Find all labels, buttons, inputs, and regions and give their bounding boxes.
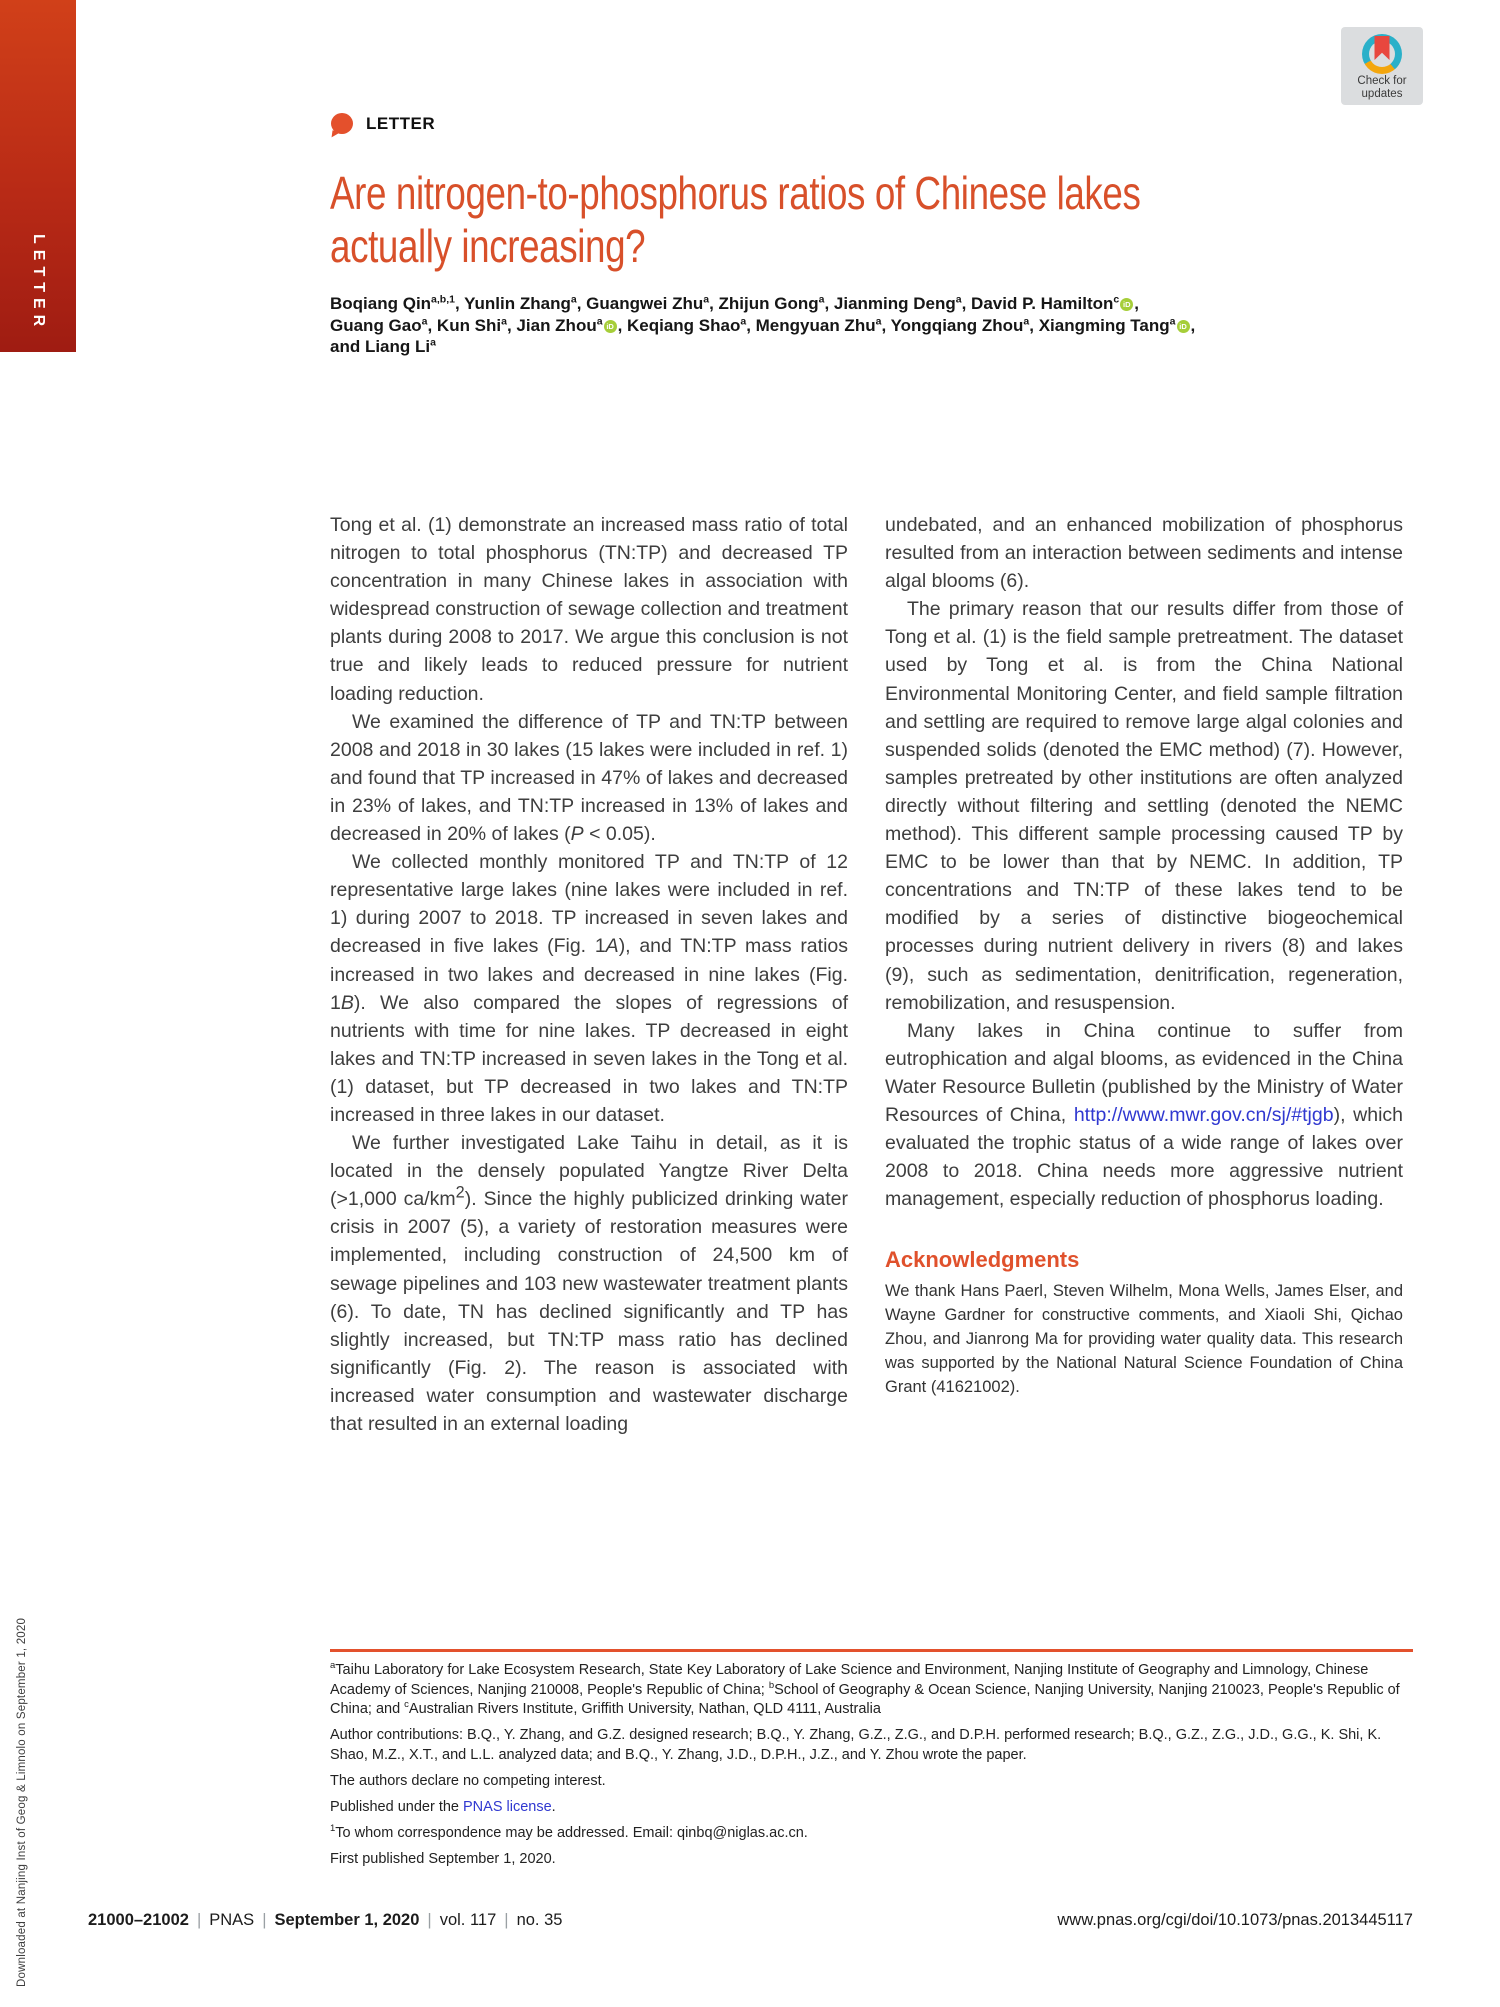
text-run: , Keqiang Shao <box>617 315 741 335</box>
letter-bubble-icon <box>331 113 353 134</box>
text-run: a <box>501 314 507 327</box>
title-line-2: actually increasing? <box>330 220 646 272</box>
text-run: September 1, 2020 <box>274 1911 420 1929</box>
text-run: vol. 117 <box>439 1911 497 1929</box>
text-run: We examined the difference of TP and TN:TP between 2008 and 2018 in 30 lakes (15 lakes were included in ref. 1) and found that TP increased in 47% of lakes and decreased in 23% of lakes, and TN:TP increased in 13% of lakes and decreased in 20% of lakes ( <box>330 710 848 846</box>
footnotes <box>330 1661 1413 1876</box>
orcid-icon[interactable]: iD <box>604 320 617 333</box>
paragraph <box>885 1017 1403 1214</box>
text-run: 1 <box>330 1822 336 1834</box>
footnote-item <box>330 1772 1413 1792</box>
text-run: Australian Rivers Institute, Griffith University, Nathan, QLD 4111, Australia <box>408 1701 881 1717</box>
paragraph <box>885 511 1403 595</box>
footnote-item <box>330 1798 1413 1818</box>
text-run: First published September 1, 2020. <box>330 1850 556 1867</box>
paragraph <box>330 848 848 1129</box>
text-run: , Jianming Deng <box>824 294 956 313</box>
author-line <box>330 315 1195 337</box>
text-run: , Yongqiang Zhou <box>881 315 1024 335</box>
paragraph <box>330 1129 848 1438</box>
text-run: < 0.05). <box>583 823 656 846</box>
orcid-icon[interactable]: iD <box>1120 298 1133 311</box>
text-run: A <box>605 935 619 958</box>
text-run: a <box>740 314 747 327</box>
text-run: ), and TN:TP mass ratios increased in two lakes and decreased in nine lakes (Fig. 1 <box>330 935 849 1014</box>
text-run: b <box>768 1679 775 1691</box>
text-run: | <box>427 1911 432 1929</box>
text-run: a <box>330 1660 336 1672</box>
article-body <box>330 511 1403 1438</box>
text-run: 2 <box>455 1183 465 1202</box>
text-run: | <box>262 1911 267 1929</box>
text-run: a <box>818 293 825 306</box>
text-run: a <box>1169 314 1176 327</box>
footnote-item <box>330 1726 1413 1765</box>
text-run: a <box>703 293 710 306</box>
article-type-label: LETTER <box>366 113 436 133</box>
text-run: ). Since the highly publicized drinking water crisis in 2007 (5), a variety of restoration measures were implemented, including construction of 24,500 km of sewage pipelines and 103 new wastewater treatment plants (6). To date, TN has declined significantly and TP has slightly increased, but TN:TP mass ratio has declined significantly (Fig. 2). The reason is associated with increased water consumption and wastewater discharge that resulted in an external loading <box>330 1188 849 1435</box>
text-run: School of Geography & Ocean Science, Nanjing University, Nanjing 210023, People's Republic of China; and <box>330 1681 1400 1717</box>
text-run: a <box>875 314 882 327</box>
acknowledgments-text: We thank Hans Paerl, Steven Wilhelm, Mona Wells, James Elser, and Wayne Gardner for constructive comments, and Xiaoli Shi, Qichao Zhou, and Jianrong Ma for providing water quality data. This research was supported by the National Natural Science Foundation of China Grant (41621002). <box>885 1282 1403 1397</box>
text-run: c <box>1113 293 1120 306</box>
text-run: a <box>955 293 962 306</box>
text-run: c <box>404 1699 409 1711</box>
text-run: , Xiangming Tang <box>1029 315 1170 335</box>
orcid-icon[interactable]: iD <box>1177 320 1190 333</box>
text-run: , Guangwei Zhu <box>576 294 704 313</box>
footnote-item <box>330 1850 1413 1870</box>
text-run: We further investigated Lake Taihu in detail, as it is located in the densely populated Yangtze River Delta (>1,000 ca/km <box>330 1132 848 1211</box>
text-run: , Yunlin Zhang <box>454 294 571 313</box>
text-run: Guang Gao <box>330 315 422 335</box>
text-run: a <box>570 293 577 306</box>
text-run: a <box>1023 314 1030 327</box>
paragraph <box>885 595 1403 1016</box>
article-type-kicker <box>331 113 435 134</box>
text-run: and Liang Li <box>330 337 431 356</box>
journal-side-banner <box>0 0 76 352</box>
text-run: We collected monthly monitored TP and TN:TP of 12 representative large lakes (nine lakes were included in ref. 1) during 2007 to 2018. TP increased in seven lakes and decreased in five lakes (Fig. 1 <box>330 851 848 958</box>
text-run: Published under the <box>330 1798 464 1815</box>
text-run: , <box>1190 315 1196 335</box>
footer-doi-url[interactable]: www.pnas.org/cgi/doi/10.1073/pnas.2013445117 <box>1057 1911 1413 1929</box>
text-run: Taihu Laboratory for Lake Ecosystem Research, State Key Laboratory of Lake Science and Environment, Nanjing Institute of Geography and Limnology, Chinese Academy of Sciences, Nanjing 210008, People's Republic of China; <box>330 1662 1369 1698</box>
text-run: no. 35 <box>516 1911 563 1929</box>
inline-link[interactable]: PNAS license <box>463 1798 552 1815</box>
text-run: Author contributions: B.Q., Y. Zhang, and G.Z. designed research; B.Q., Y. Zhang, G.Z., Z.G., and D.P.H. performed research; B.Q., G.Z., Z.G., J.D., G.G., K. Shi, K. Shao, M.Z., X.T., and L.L. analyzed data; and B.Q., Y. Zhang, J.D., D.P.H., J.Z., and Y. Zhou wrote the paper. <box>330 1727 1382 1763</box>
body-column-right-paragraphs <box>885 511 1403 1213</box>
text-run: ). We also compared the slopes of regressions of nutrients with time for nine lakes. TP decreased in eight lakes and TN:TP increased in seven lakes in the Tong et al. (1) dataset, but TP decreased in two lakes and TN:TP increased in three lakes in our dataset. <box>330 991 848 1126</box>
text-run: undebated, and an enhanced mobilization of phosphorus resulted from an interaction between sediments and intense algal blooms (6). <box>885 514 1403 593</box>
text-run: a <box>421 314 428 327</box>
author-line <box>330 293 1195 315</box>
check-for-updates-badge[interactable] <box>1341 27 1423 105</box>
text-run: The authors declare no competing interest. <box>330 1772 606 1789</box>
text-run: PNAS <box>209 1911 255 1929</box>
text-run: The primary reason that our results differ from those of Tong et al. (1) is the field sample pretreatment. The dataset used by Tong et al. is from the China National Environmental Monitoring Center, and field sample filtration and settling are required to remove large algal colonies and suspended solids (denoted the EMC method) (7). However, samples pretreated by other institutions are often analyzed directly without filtering and settling (denoted the NEMC method). This different sample processing caused TP by EMC to be lower than that by NEMC. In addition, TP concentrations and TN:TP of these lakes tend to be modified by a series of distinctive biogeochemical processes during nutrient delivery in rivers (8) and lakes (9), such as sedimentation, denitrification, regeneration, remobilization, and resuspension. <box>885 598 1403 1014</box>
text-run: , Jian Zhou <box>506 315 597 335</box>
text-run: To whom correspondence may be addressed. Email: qinbq@niglas.ac.cn. <box>335 1824 808 1841</box>
text-run: . <box>551 1798 556 1815</box>
paragraph <box>330 708 848 848</box>
text-run: , <box>1134 294 1139 313</box>
text-run: , Mengyuan Zhu <box>746 315 876 335</box>
text-run: Many lakes in China continue to suffer from eutrophication and algal blooms, as evidenced in the China Water Resource Bulletin (published by the Ministry of Water Resources of China, <box>885 1019 1403 1126</box>
footnote-item <box>330 1824 1413 1844</box>
author-line <box>330 336 1195 358</box>
text-run: a <box>430 336 436 349</box>
text-run: Boqiang Qin <box>330 294 432 313</box>
body-column-right <box>885 511 1403 1438</box>
text-run: Tong et al. (1) demonstrate an increased mass ratio of total nitrogen to total phosphorus (TN:TP) and decreased TP concentration in many Chinese lakes in association with widespread construction of sewage collection and treatment plants during 2008 to 2017. We argue this conclusion is not true and likely leads to reduced pressure for nutrient loading reduction. <box>330 514 848 705</box>
text-run: a <box>596 314 603 327</box>
text-run: , Kun Shi <box>427 315 502 335</box>
article-title <box>330 167 1141 273</box>
text-run: | <box>196 1911 202 1929</box>
body-column-left <box>330 511 848 1438</box>
text-run: P <box>570 823 584 846</box>
text-run: | <box>504 1911 509 1929</box>
author-list <box>330 293 1195 358</box>
text-run: B <box>340 991 354 1014</box>
side-banner-letter-label: LETTER <box>30 233 47 332</box>
inline-link[interactable]: http://www.mwr.gov.cn/sj/#tjgb <box>1073 1103 1334 1126</box>
text-run: , David P. Hamilton <box>961 294 1114 313</box>
acknowledgments-heading: Acknowledgments <box>885 1247 1080 1273</box>
download-provenance-note: Downloaded at Nanjing Inst of Geog & Limnolo on September 1, 2020 <box>16 1617 28 1987</box>
text-run: , Zhijun Gong <box>709 294 819 313</box>
text-run: ), which evaluated the trophic status of a wide range of lakes over 2008 to 2018. China needs more aggressive nutrient management, especially reduction of phosphorus loading. <box>885 1103 1404 1211</box>
check-for-updates-label: Check for updates <box>1357 75 1407 100</box>
footer-citation <box>88 1911 562 1930</box>
footnote-item <box>330 1661 1413 1720</box>
text-run: a,b,1 <box>431 293 455 306</box>
text-run: 21000–21002 <box>88 1911 189 1929</box>
paragraph <box>330 511 848 708</box>
title-line-1: Are nitrogen-to-phosphorus ratios of Chinese lakes <box>330 167 1141 219</box>
footnote-divider-rule <box>330 1649 1413 1652</box>
